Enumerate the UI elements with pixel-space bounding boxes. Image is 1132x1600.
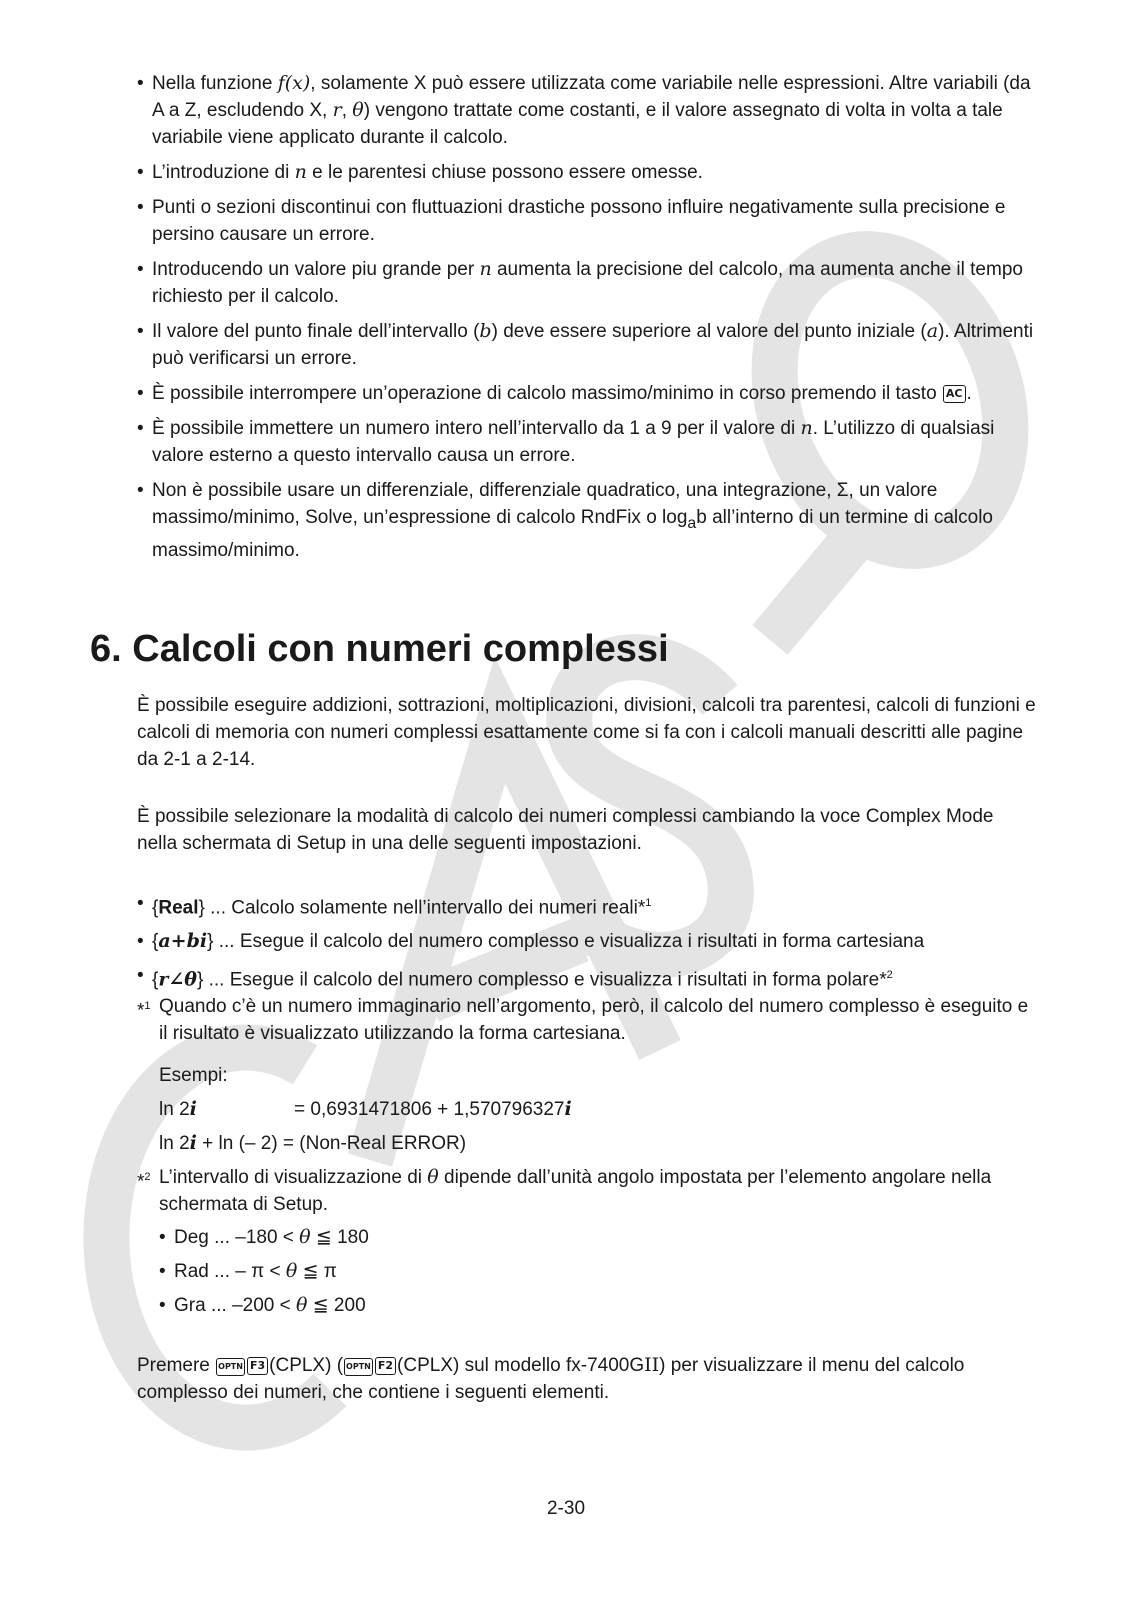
footnote-text: L’intervallo di visualizzazione di θ dipende dall’unità angolo impostata per l’elemento angolare nella schermata di Setup. (159, 1166, 992, 1215)
angle-range-deg: • Deg ... –180 < θ ≦ 180 (159, 1224, 369, 1251)
f3-key-icon: F3 (247, 1357, 268, 1375)
closing-paragraph: Premere OPTN F3 (CPLX) ( OPTN F2 (CPLX) sul modello fx-7400GII) per visualizzare il menu del calcolo complesso dei numeri, che contiene i seguenti elementi. (137, 1354, 965, 1403)
note-item: • Punti o sezioni discontinui con fluttuazioni drastiche possono influire negativamente sulla precisione e persino causare un errore. (137, 194, 1037, 248)
ac-key-icon: AC (943, 385, 966, 403)
f2-key-icon: F2 (375, 1357, 396, 1375)
footnote-1 (137, 993, 1037, 1047)
note-item: • Introducendo un valore piu grande per n aumenta la precisione del calcolo, ma aumenta anche il tempo richiesto per il calcolo. (137, 256, 1037, 310)
note-item: • Il valore del punto finale dell’intervallo (b) deve essere superiore al valore del punto iniziale (a). Altrimenti può verificarsi un errore. (137, 318, 1037, 372)
optn-key-icon: OPTN (216, 1358, 245, 1376)
option-cartesian: • {a+bi} ... Esegue il calcolo del numero complesso e visualizza i risultati in forma cartesiana (137, 928, 1037, 955)
note-item: • L’introduzione di n e le parentesi chiuse possono essere omesse. (137, 159, 1037, 186)
note-item: • È possibile interrompere un’operazione di calcolo massimo/minimo in corso premendo il tasto AC . (137, 380, 1037, 407)
angle-range-gra: • Gra ... –200 < θ ≦ 200 (159, 1292, 369, 1319)
intro-paragraph-1: È possibile eseguire addizioni, sottrazioni, moltiplicazioni, divisioni, calcoli tra parentesi, calcoli di funzioni e calcoli di memoria con numeri complessi esattamente come si fa con i calcoli manuali descritti alle pagine da 2-1 a 2-14. (137, 695, 1036, 770)
page-number: 2-30 (546, 1498, 586, 1519)
example-line: ln 2i = 0,6931471806 + 1,570796327i (159, 1098, 572, 1120)
note-item: • Non è possibile usare un differenziale, differenziale quadratico, una integrazione, Σ, un valore massimo/minimo, Solve, un’espressione di calcolo RndFix o $\log_ab$ all’interno di un termine di calcolo massimo/minimo. (137, 477, 1037, 564)
examples-label: Esempi: (159, 1065, 228, 1086)
option-real: • {Real} ... Calcolo solamente nell’intervallo dei numeri reali*$^1$ (137, 890, 1037, 921)
footnote-marker: *$^2$ (137, 1171, 151, 1193)
angle-range-rad: • Rad ... – π < θ ≦ π (159, 1258, 369, 1285)
complex-mode-options (137, 890, 1037, 1001)
angle-range-list (159, 1224, 369, 1326)
footnote-text: Quando c’è un numero immaginario nell’argomento, però, il calcolo del numero complesso è eseguito e il risultato è visualizzato utilizzando la forma cartesiana. (159, 996, 1029, 1044)
example-line: ln 2i + ln (– 2) = (Non-Real ERROR) (159, 1132, 467, 1154)
note-item: • È possibile immettere un numero intero nell’intervallo da 1 a 9 per il valore di n. L’utilizzo di qualsiasi valore esterno a questo intervallo causa un errore. (137, 415, 1037, 469)
option-polar: • {r∠θ} ... Esegue il calcolo del numero complesso e visualizza i risultati in forma polare*$^2$ (137, 962, 1037, 993)
optn-key-icon: OPTN (344, 1358, 373, 1376)
intro-paragraph-2: È possibile selezionare la modalità di calcolo dei numeri complessi cambiando la voce Complex Mode nella schermata di Setup in una delle seguenti impostazioni. (137, 806, 994, 854)
notes-list (137, 70, 1037, 572)
footnote-marker: *$^1$ (137, 1000, 151, 1022)
section-title: 6. Calcoli con numeri complessi (90, 628, 669, 670)
note-item: • Nella funzione f(x), solamente X può essere utilizzata come variabile nelle espressioni. Altre variabili (da A a Z, escludendo X, r, θ) vengono trattate come costanti, e il valore assegnato di volta in volta a tale variabile viene applicato durante il calcolo. (137, 70, 1037, 151)
footnote-2 (137, 1164, 1037, 1218)
